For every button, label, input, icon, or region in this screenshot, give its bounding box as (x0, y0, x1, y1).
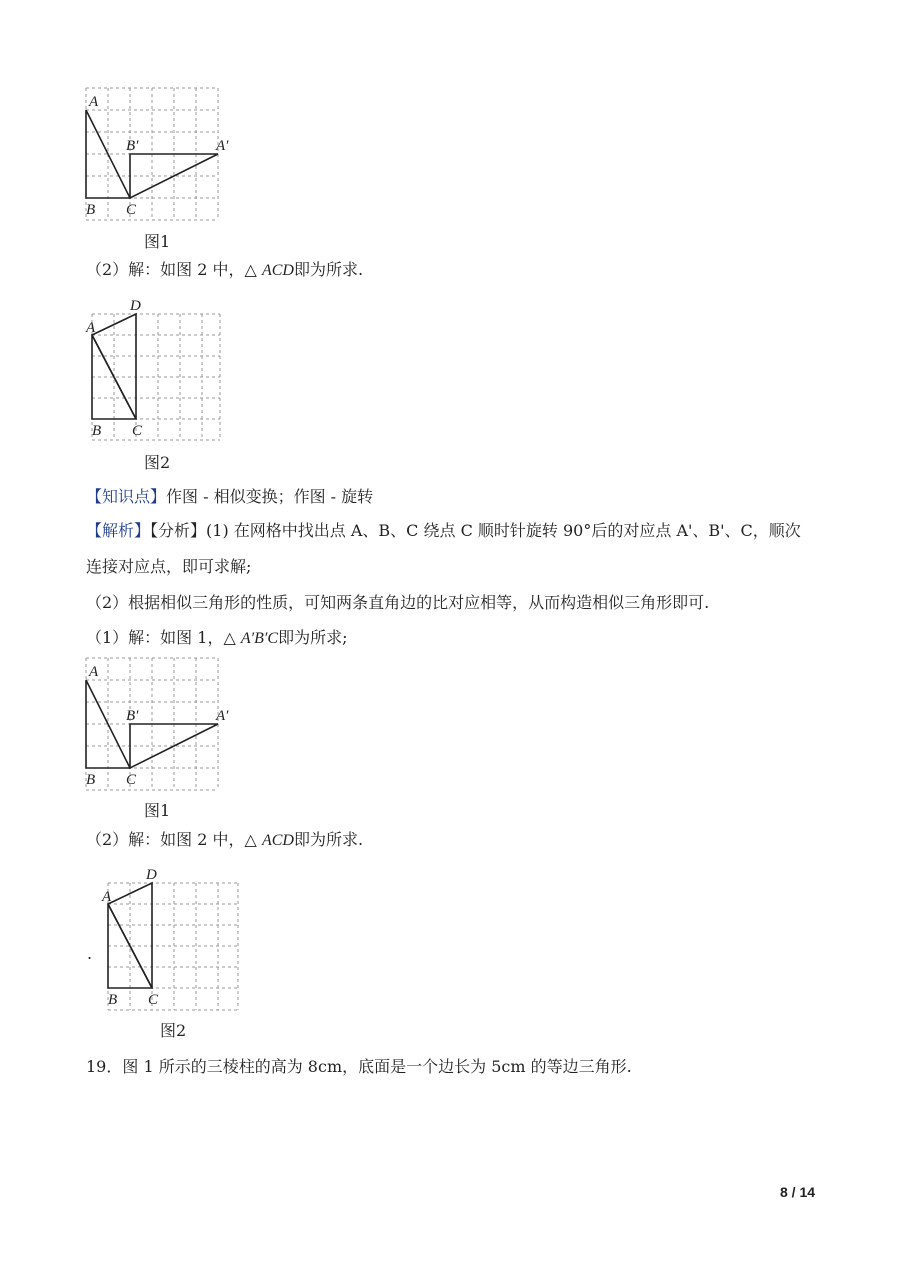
solution-part2-top: （2）解：如图 2 中，△ ACD即为所求. (86, 260, 364, 279)
label-b: B (92, 423, 102, 439)
knowledge-point: 【知识点】作图 - 相似变换；作图 - 旋转 (86, 487, 374, 506)
label-d: D (130, 298, 141, 314)
analysis-tag: 【解析】 (86, 521, 151, 540)
analysis-line-3: （2）根据相似三角形的性质，可知两条直角边的比对应相等，从而构造相似三角形即可. (86, 593, 710, 612)
label-a-prime: A′ (216, 138, 229, 154)
label-b: B (86, 772, 96, 788)
label-a: A (102, 889, 112, 905)
triangle-acd (92, 314, 136, 419)
solution-part2-bottom: （2）解：如图 2 中，△ ACD即为所求. (86, 830, 364, 849)
stray-dot: . (87, 944, 93, 963)
figure-2-top (86, 296, 226, 439)
analysis-line-1: 【解析】【分析】(1) 在网格中找出点 A、B、C 绕点 C 顺时针旋转 90°后的对应点 A'、B'、C，顺次 (86, 521, 801, 540)
label-a: A (89, 664, 99, 680)
page-number: 8 / 14 (780, 1184, 816, 1200)
label-b-prime: B′ (126, 138, 139, 154)
figure-1-top (80, 88, 229, 223)
label-b-prime: B′ (126, 708, 139, 724)
label-d: D (146, 867, 157, 883)
figure-1-bottom (80, 658, 229, 793)
grid (92, 314, 220, 440)
triangle-acd (108, 883, 152, 988)
knowledge-tag: 【知识点】 (86, 487, 167, 506)
label-b: B (86, 202, 96, 218)
figure-2-bottom-caption: 图2 (160, 1021, 187, 1040)
figure-2-bottom (102, 865, 252, 1015)
label-c: C (132, 423, 143, 439)
question-19: 19．图 1 所示的三棱柱的高为 8cm，底面是一个边长为 5cm 的等边三角形. (86, 1057, 632, 1076)
label-a: A (86, 320, 96, 336)
label-c: C (148, 992, 159, 1008)
solution-part1: （1）解：如图 1，△ A′B′C即为所求; (86, 628, 348, 647)
label-c: C (126, 202, 137, 218)
label-a: A (89, 94, 99, 110)
figure-1-top-caption: 图1 (144, 232, 171, 251)
label-c: C (126, 772, 137, 788)
analysis-line-2: 连接对应点，即可求解; (86, 557, 252, 576)
label-a-prime: A′ (216, 708, 229, 724)
label-b: B (108, 992, 118, 1008)
figure-1-bottom-caption: 图1 (144, 801, 171, 820)
figure-2-top-caption: 图2 (144, 453, 171, 472)
grid (108, 883, 238, 1010)
